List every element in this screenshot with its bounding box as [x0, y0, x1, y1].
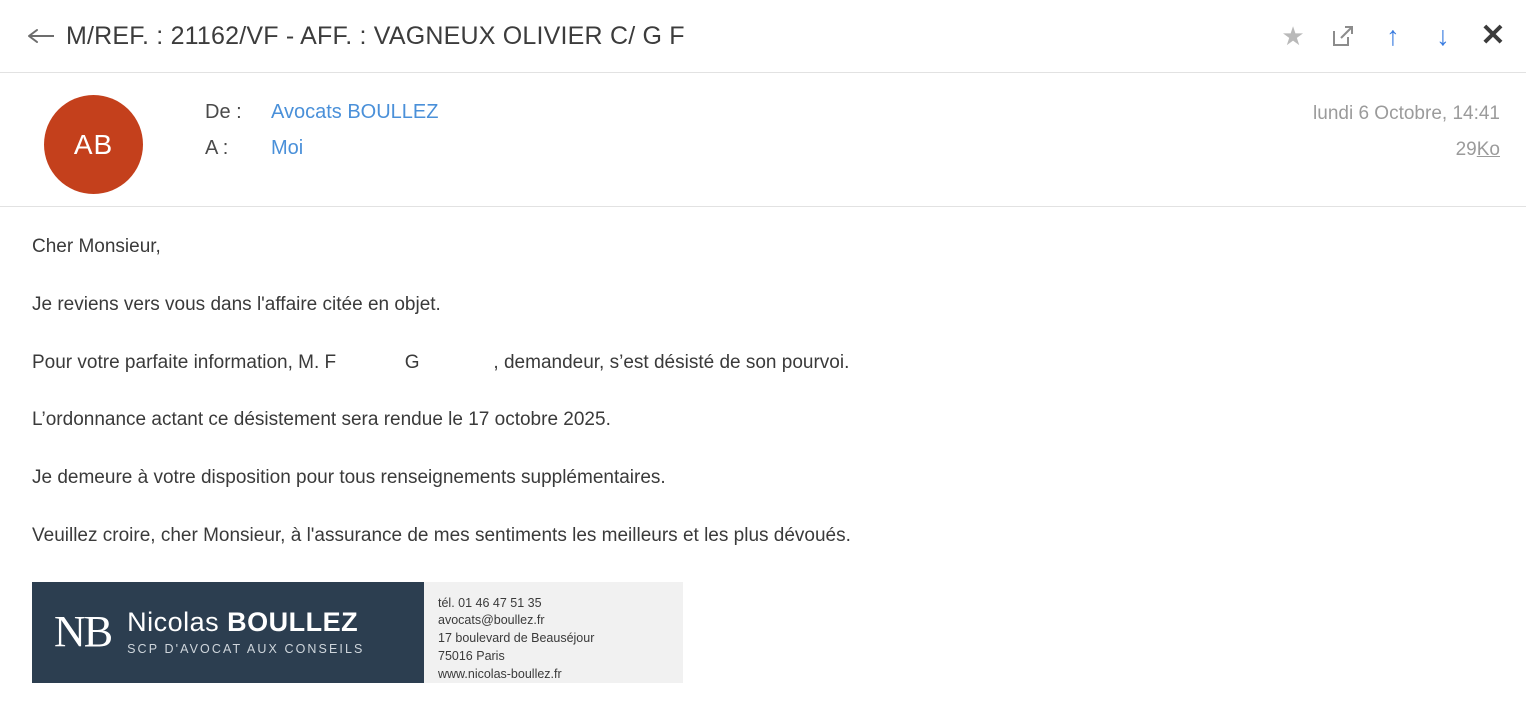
close-icon[interactable]: ✕ — [1480, 19, 1506, 52]
from-row — [205, 101, 1313, 124]
email-size — [1313, 139, 1500, 161]
signature-address-line2: 75016 Paris — [438, 648, 505, 663]
body-paragraph: Je reviens vers vous dans l'affaire citée en objet. — [32, 293, 441, 315]
body-paragraph: Veuillez croire, cher Monsieur, à l'assurance de mes sentiments les meilleurs et les plus dévoués. — [32, 524, 851, 546]
popout-icon[interactable] — [1328, 21, 1358, 51]
signature-website: www.nicolas-boullez.fr — [438, 666, 562, 681]
header-actions — [1278, 21, 1508, 51]
signature-first-name: Nicolas — [127, 607, 228, 638]
signature-last-name: BOULLEZ — [227, 607, 359, 638]
signature-name-block — [127, 608, 364, 656]
email-size-number: 29 — [1455, 139, 1477, 160]
signature-tagline: SCP D'AVOCAT AUX CONSEILS — [127, 641, 365, 656]
signature-monogram: NB — [54, 607, 112, 656]
email-size-unit: Ko — [1476, 139, 1500, 160]
email-meta-section — [0, 73, 1526, 207]
email-header-bar — [0, 0, 1526, 73]
signature-contact-block — [424, 582, 683, 683]
body-paragraph: Pour votre parfaite information, M. F G , demandeur, s’est désisté de son pourvoi. — [32, 351, 850, 373]
body-paragraph: Je demeure à votre disposition pour tous renseignements supplémentaires. — [32, 467, 666, 488]
email-date: lundi 6 Octobre, 14:41 — [1313, 103, 1500, 124]
back-arrow-icon[interactable] — [26, 21, 56, 51]
previous-message-up-icon[interactable]: ↑ — [1386, 20, 1400, 51]
address-block — [205, 101, 1313, 173]
signature-email: avocats@boullez.fr — [438, 613, 545, 628]
star-icon[interactable]: ★ — [1281, 21, 1305, 51]
from-value[interactable]: Avocats BOULLEZ — [271, 101, 439, 123]
body-paragraph: Cher Monsieur, — [32, 236, 161, 257]
next-message-down-icon[interactable]: ↓ — [1436, 20, 1450, 51]
signature-brand-block — [32, 582, 424, 683]
email-body — [0, 207, 1526, 683]
signature-address-line1: 17 boulevard de Beauséjour — [438, 631, 595, 645]
to-label: A : — [205, 137, 229, 159]
signature-image — [32, 582, 683, 683]
body-paragraph: L’ordonnance actant ce désistement sera rendue le 17 octobre 2025. — [32, 409, 611, 431]
to-value[interactable]: Moi — [271, 137, 304, 159]
signature-name — [127, 608, 364, 638]
signature-phone: tél. 01 46 47 51 35 — [438, 595, 542, 610]
email-subject: M/REF. : 21162/VF - AFF. : VAGNEUX OLIVIER C/ G F — [66, 21, 685, 50]
to-row — [205, 137, 1313, 160]
meta-right — [1313, 103, 1500, 161]
from-label: De : — [205, 101, 242, 123]
avatar: AB — [44, 95, 143, 194]
